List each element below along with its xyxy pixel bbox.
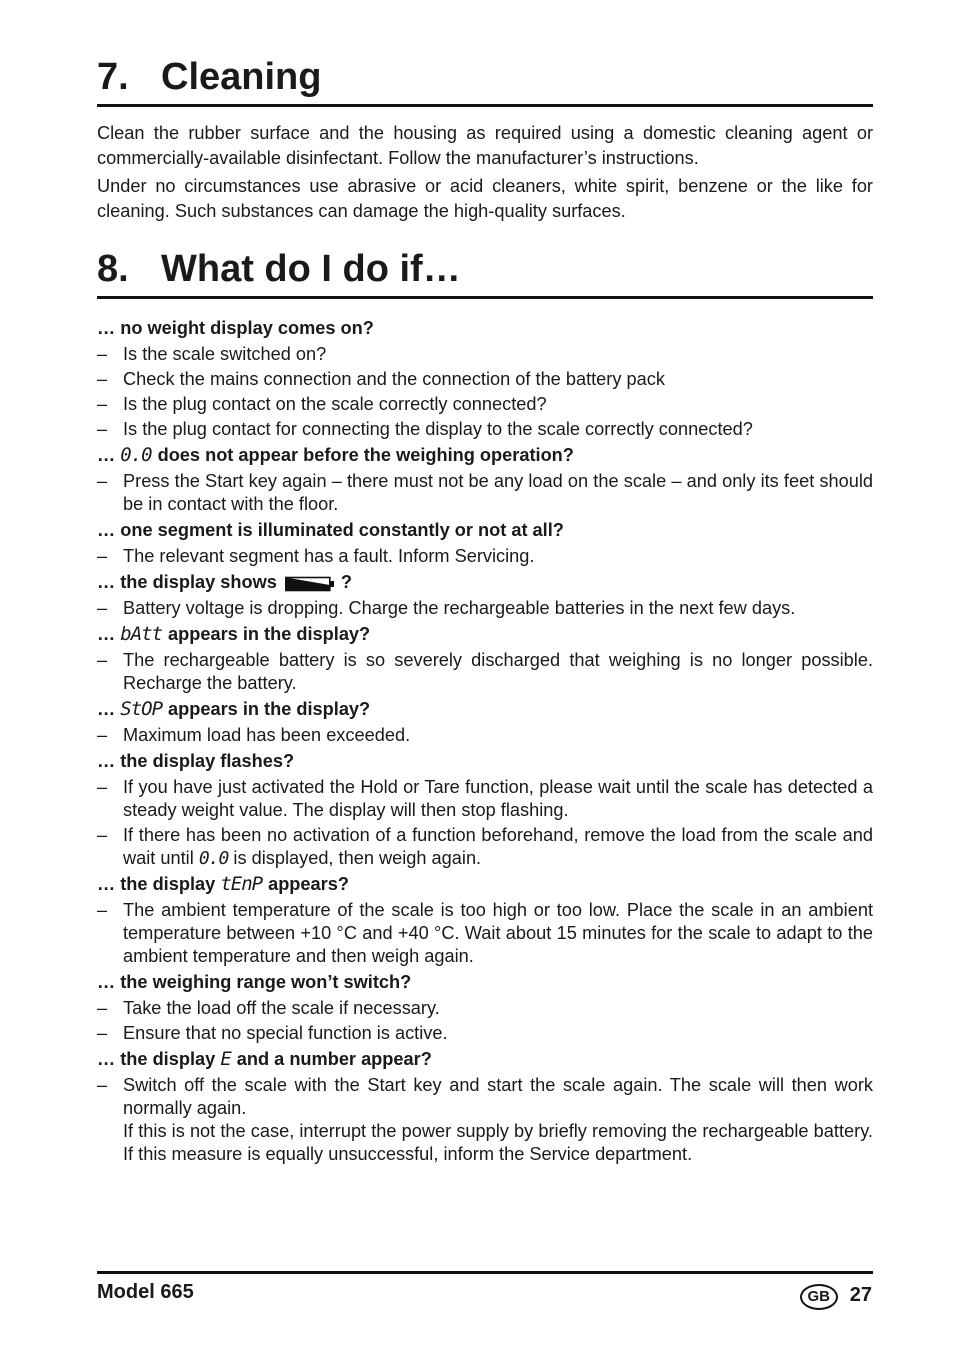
answer-item [97, 470, 873, 516]
answer-list [97, 597, 873, 620]
faq-item [97, 316, 873, 441]
dash-bullet: – [97, 825, 108, 845]
dash-bullet: – [97, 369, 108, 389]
answer-list [97, 724, 873, 747]
faq-question [97, 622, 873, 646]
answer-text: The rechargeable battery is so severely discharged that weighing is no longer possible. Recharge the battery. [123, 650, 873, 693]
answer-list [97, 899, 873, 968]
question-text: … [97, 624, 121, 644]
answer-list [97, 1074, 873, 1166]
dash-bullet: – [97, 394, 108, 414]
battery-low-icon [285, 574, 335, 590]
section-heading [97, 54, 873, 107]
answer-item [97, 1074, 873, 1166]
answer-item [97, 343, 873, 366]
dash-bullet: – [97, 650, 108, 670]
faq-item [97, 570, 873, 620]
answer-list [97, 997, 873, 1045]
dash-bullet: – [97, 900, 108, 920]
lcd-display-text: E [220, 1048, 231, 1070]
answer-item [97, 1022, 873, 1045]
paragraph: Under no circumstances use abrasive or acid cleaners, white spirit, benzene or the like for cleaning. Such substances can damage the high-quality surfaces. [97, 176, 873, 221]
answer-item [97, 393, 873, 416]
answer-text: Is the plug contact for connecting the display to the scale correctly connected? [123, 419, 753, 439]
question-text: … the display [97, 1049, 221, 1069]
faq-question [97, 518, 873, 542]
question-text: … the display shows [97, 572, 277, 592]
question-text: … one segment is illuminated constantly or not at all? [97, 520, 564, 540]
answer-item [97, 418, 873, 441]
question-text: … the display [97, 874, 221, 894]
paragraph: Clean the rubber surface and the housing as required using a domestic cleaning agent or commercially-available disinfectant. Follow the manufacturer’s instructions. [97, 123, 873, 168]
answer-item [97, 368, 873, 391]
section-body [97, 121, 873, 227]
answer-item [97, 776, 873, 822]
answer-text: Take the load off the scale if necessary. [123, 998, 440, 1018]
answer-item [97, 824, 873, 870]
question-text: ? [340, 572, 353, 592]
question-text: … the weighing range won’t switch? [97, 972, 412, 992]
dash-bullet: – [97, 344, 108, 364]
country-badge: GB [800, 1284, 838, 1310]
question-text: … [97, 445, 121, 465]
faq-item [97, 518, 873, 568]
answer-text: Switch off the scale with the Start key and start the scale again. The scale will then work normally again. [123, 1075, 873, 1118]
footer-right [800, 1280, 872, 1310]
answer-text: If this is not the case, interrupt the power supply by briefly removing the rechargeable battery. If this measure is equally unsuccessful, inform the Service department. [123, 1121, 873, 1164]
faq-item [97, 697, 873, 747]
footer-model: Model 665 [97, 1281, 194, 1303]
dash-bullet: – [97, 419, 108, 439]
faq-item [97, 443, 873, 516]
answer-text: Check the mains connection and the connection of the battery pack [123, 369, 665, 389]
dash-bullet: – [97, 471, 108, 491]
faq-item [97, 970, 873, 1045]
answer-item [97, 597, 873, 620]
lcd-display-text: tEnP [220, 873, 263, 895]
section-title: What do I do if… [161, 248, 461, 290]
question-text: … [97, 699, 121, 719]
question-text: … the display flashes? [97, 751, 295, 771]
section-number: 8. [97, 248, 129, 290]
faq-question [97, 443, 873, 467]
question-text: appears? [268, 874, 349, 894]
answer-list [97, 470, 873, 516]
answer-item [97, 899, 873, 968]
question-text: and a number appear? [236, 1049, 432, 1069]
faq-list [97, 316, 873, 1168]
answer-text: Press the Start key again – there must not be any load on the scale – and only its feet should be in contact with the floor. [123, 471, 873, 514]
lcd-display-text: StOP [120, 698, 163, 720]
faq-question [97, 570, 873, 594]
dash-bullet: – [97, 725, 108, 745]
answer-text: The ambient temperature of the scale is too high or too low. Place the scale in an ambient temperature between +10 °C and +40 °C. Wait about 15 minutes for the scale to adapt to the ambient temperature and then weigh again. [123, 900, 873, 966]
faq-item [97, 749, 873, 870]
dash-bullet: – [97, 777, 108, 797]
lcd-display-text: bAtt [120, 623, 163, 645]
answer-text: If there has been no activation of a function beforehand, remove the load from the scale and wait until 0.0 is displayed, then weigh again. [123, 825, 873, 869]
faq-question [97, 316, 873, 340]
section-title: Cleaning [161, 56, 322, 98]
answer-item [97, 997, 873, 1020]
dash-bullet: – [97, 598, 108, 618]
lcd-display-text: 0.0 [120, 444, 152, 466]
dash-bullet: – [97, 1075, 108, 1095]
faq-question [97, 697, 873, 721]
faq-question [97, 872, 873, 896]
answer-text: Ensure that no special function is active. [123, 1023, 448, 1043]
faq-item [97, 872, 873, 968]
answer-list [97, 649, 873, 695]
dash-bullet: – [97, 998, 108, 1018]
section-number: 7. [97, 56, 129, 98]
question-text: does not appear before the weighing operation? [157, 445, 574, 465]
answer-text: Is the plug contact on the scale correctly connected? [123, 394, 547, 414]
page-number: 27 [849, 1283, 872, 1306]
faq-item [97, 1047, 873, 1166]
answer-list [97, 776, 873, 870]
faq-question [97, 970, 873, 994]
dash-bullet: – [97, 1023, 108, 1043]
answer-text: If you have just activated the Hold or Tare function, please wait until the scale has detected a steady weight value. The display will then stop flashing. [123, 777, 873, 820]
answer-text: Is the scale switched on? [123, 344, 327, 364]
question-text: … no weight display comes on? [97, 318, 374, 338]
answer-item [97, 724, 873, 747]
answer-item [97, 545, 873, 568]
answer-list [97, 545, 873, 568]
answer-text: Battery voltage is dropping. Charge the rechargeable batteries in the next few days. [123, 598, 796, 618]
answer-text: Maximum load has been exceeded. [123, 725, 411, 745]
dash-bullet: – [97, 546, 108, 566]
faq-question [97, 749, 873, 773]
question-text: appears in the display? [168, 624, 371, 644]
answer-text: The relevant segment has a fault. Inform Servicing. [123, 546, 535, 566]
footer-rule [97, 1271, 873, 1274]
faq-item [97, 622, 873, 695]
answer-item [97, 649, 873, 695]
answer-list [97, 343, 873, 441]
question-text: appears in the display? [168, 699, 371, 719]
faq-question [97, 1047, 873, 1071]
section-heading [97, 246, 873, 299]
